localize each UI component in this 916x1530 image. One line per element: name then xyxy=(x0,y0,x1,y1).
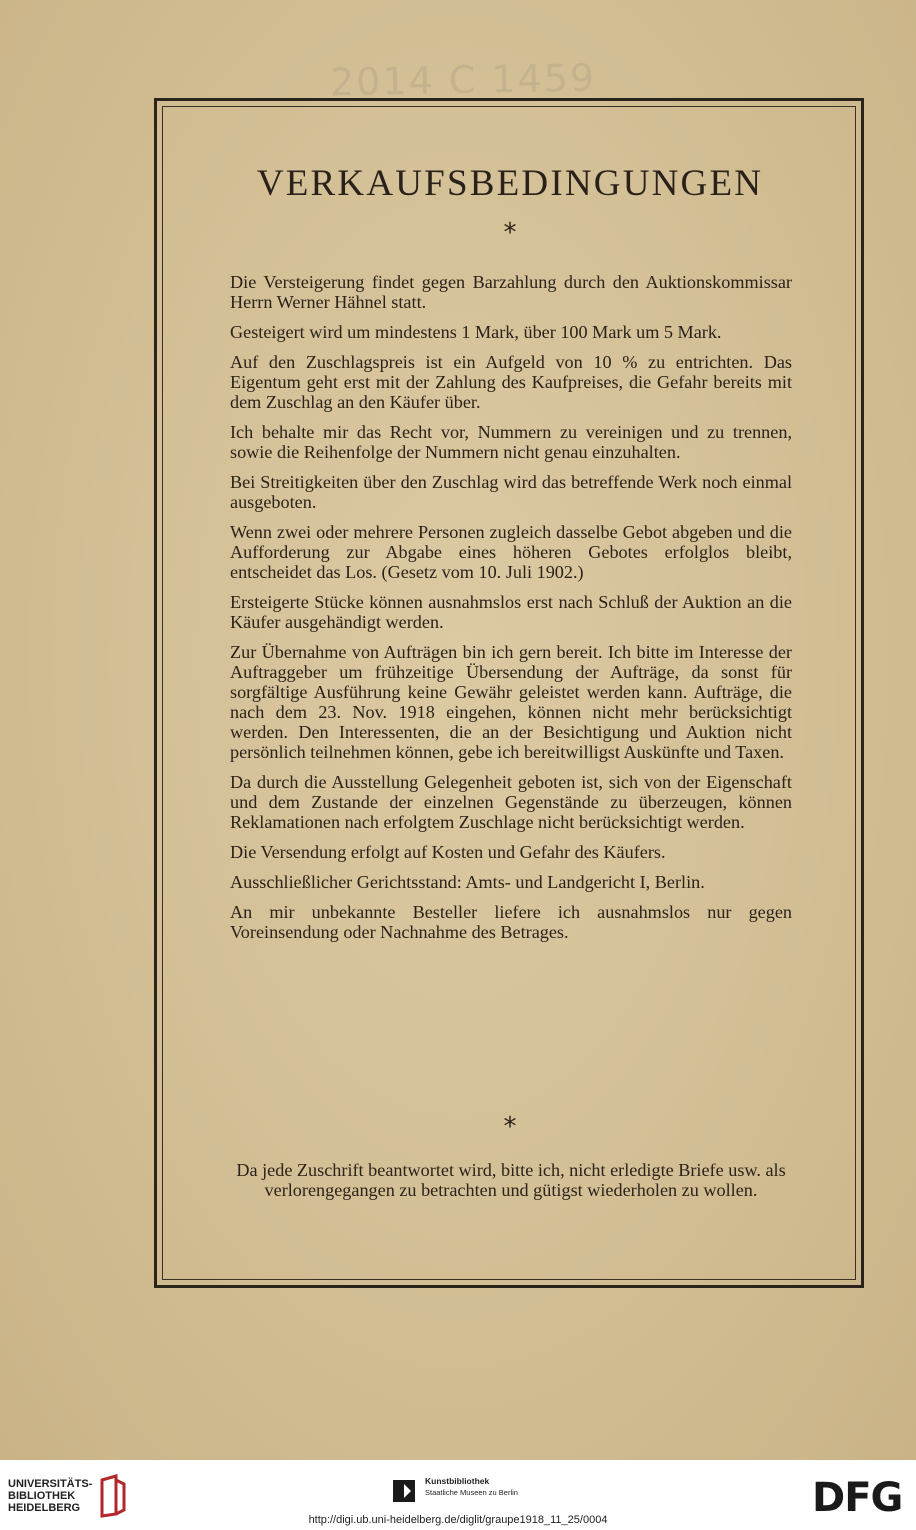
conditions-body xyxy=(230,272,792,952)
page-title: VERKAUFSBEDINGUNGEN xyxy=(256,163,764,204)
paragraph-shipping: Die Versendung erfolgt auf Kosten und Gefahr des Käufers. xyxy=(230,842,666,862)
paragraph-jurisdiction: Ausschließlicher Gerichtsstand: Amts- und Landgericht I, Berlin. xyxy=(230,872,705,892)
dfg-logo: DFG xyxy=(812,1475,903,1521)
ub-line-3: HEIDELBERG xyxy=(8,1502,81,1514)
paragraph-prepayment: An mir unbekannte Besteller liefere ich ausnahmslos nur gegen Voreinsendung oder Nachnahme des Betrages. xyxy=(230,902,792,942)
ub-line-2: BIBLIOTHEK xyxy=(8,1490,76,1502)
kunstbibliothek-logo-icon xyxy=(393,1480,415,1502)
paragraph-equal-bids: Wenn zwei oder mehrere Personen zugleich dasselbe Gebot abgeben und die Aufforderung zur Abgabe eines höheren Gebotes erfolglos bleibt, entscheidet das Los. (Gesetz vom 10. Juli 1902.) xyxy=(230,522,792,582)
pencil-shelfmark: 2014 C 1459 xyxy=(329,55,597,105)
asterisk-separator-bottom: * xyxy=(503,1112,517,1142)
paragraph-delivery: Ersteigerte Stücke können ausnahmslos erst nach Schluß der Auktion an die Käufer ausgehändigt werden. xyxy=(230,592,792,632)
paragraph-disputes: Bei Streitigkeiten über den Zuschlag wird das betreffende Werk noch einmal ausgeboten. xyxy=(230,472,792,512)
asterisk-separator-top: * xyxy=(503,218,517,248)
kunstbibliothek-logo-text xyxy=(425,1476,518,1498)
paragraph-commissions: Zur Übernahme von Aufträgen bin ich gern bereit. Ich bitte im Interesse der Auftraggeber um frühzeitige Übersendung der Aufträge, da sonst für sorgfältige Ausführung keine Gewähr geleistet werden kann. Aufträge, die nach dem 23. Nov. 1918 eingehen, können nicht mehr berücksichtigt werden. Den Interessenten, die an der Besichtigung und Auktion nicht persönlich teilnehmen können, gebe ich bereitwilligst Auskünfte und Taxen. xyxy=(230,642,792,762)
closing-note: Da jede Zuschrift beantwortet wird, bitte ich, nicht erledigte Briefe usw. als verlorengegangen zu betrachten und gütigst wiederholen zu wollen. xyxy=(236,1160,786,1200)
ub-heidelberg-logo-icon xyxy=(98,1474,128,1518)
ub-heidelberg-logo-text xyxy=(8,1478,92,1514)
kb-line-1: Kunstbibliothek xyxy=(425,1476,490,1486)
source-url[interactable]: http://digi.ub.uni-heidelberg.de/diglit/graupe1918_11_25/0004 xyxy=(308,1514,608,1526)
paragraph-complaints: Da durch die Ausstellung Gelegenheit geboten ist, sich von der Eigenschaft und dem Zustande der einzelnen Gegenstände zu überzeugen, können Reklamationen nach erfolgtem Zuschlage nicht berücksichtigt werden. xyxy=(230,772,792,832)
paragraph-lot-order: Ich behalte mir das Recht vor, Nummern zu vereinigen und zu trennen, sowie die Reihenfolge der Nummern nicht genau einzuhalten. xyxy=(230,422,792,462)
ub-line-1: UNIVERSITÄTS- xyxy=(8,1478,93,1490)
paragraph-payment: Die Versteigerung findet gegen Barzahlung durch den Auktionskommissar Herrn Werner Hähnel statt. xyxy=(230,272,792,312)
paragraph-premium: Auf den Zuschlagspreis ist ein Aufgeld von 10 % zu entrichten. Das Eigentum geht erst mit der Zahlung des Kaufpreises, die Gefahr bereits mit dem Zuschlag an den Käufer über. xyxy=(230,352,792,412)
kb-line-2: Staatliche Museen zu Berlin xyxy=(425,1488,518,1497)
paragraph-increments: Gesteigert wird um mindestens 1 Mark, über 100 Mark um 5 Mark. xyxy=(230,322,722,342)
